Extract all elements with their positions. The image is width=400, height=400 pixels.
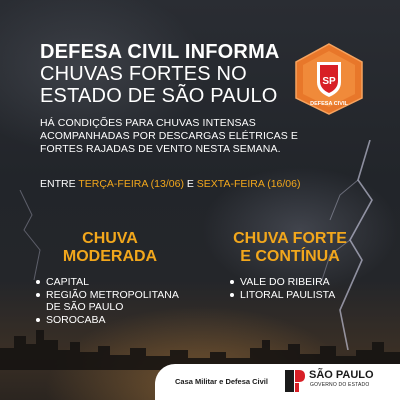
title-line-1: DEFESA CIVIL INFORMA [40, 41, 280, 63]
strong-heading-line-2: E CONTÍNUA [240, 248, 340, 265]
list-item: LITORAL PAULISTA [230, 289, 380, 301]
title-line-2: CHUVAS FORTES NO [40, 63, 247, 85]
date-range [40, 178, 370, 191]
badge-label: DEFESA CIVIL [310, 101, 348, 107]
sao-paulo-government-logo-icon [285, 370, 305, 392]
strong-rain-list [230, 276, 380, 302]
date-start: TERÇA-FEIRA (13/06) [78, 178, 184, 190]
page-title [40, 41, 290, 107]
strong-heading-line-1: CHUVA FORTE [233, 230, 347, 247]
list-item: SOROCABA [36, 314, 186, 326]
moderate-rain-list [36, 276, 186, 327]
state-subtitle: GOVERNO DO ESTADO [310, 382, 370, 388]
date-prefix: ENTRE [40, 178, 79, 190]
moderate-heading-line-2: MODERADA [62, 248, 158, 265]
badge-emblem-initials: SP [322, 76, 336, 87]
date-end: SEXTA-FEIRA (16/06) [196, 178, 301, 190]
agency-name: Casa Militar e Defesa Civil [175, 377, 268, 386]
defesa-civil-badge-icon [292, 42, 366, 116]
intro-text: HÁ CONDIÇÕES PARA CHUVAS INTENSAS ACOMPANHADAS POR DESCARGAS ELÉTRICAS E FORTES RAJADAS DE VENTO NESTA SEMANA. [40, 117, 298, 155]
state-name: SÃO PAULO [309, 369, 374, 381]
footer-bar [155, 364, 400, 400]
list-item: VALE DO RIBEIRA [230, 276, 380, 288]
moderate-rain-heading [40, 230, 180, 266]
moderate-heading-line-1: CHUVA [82, 230, 138, 247]
title-line-3: ESTADO DE SÃO PAULO [40, 85, 278, 107]
date-connector: E [183, 178, 197, 190]
list-item: REGIÃO METROPOLITANA DE SÃO PAULO [36, 289, 186, 313]
strong-rain-heading [215, 230, 365, 266]
list-item: CAPITAL [36, 276, 186, 288]
